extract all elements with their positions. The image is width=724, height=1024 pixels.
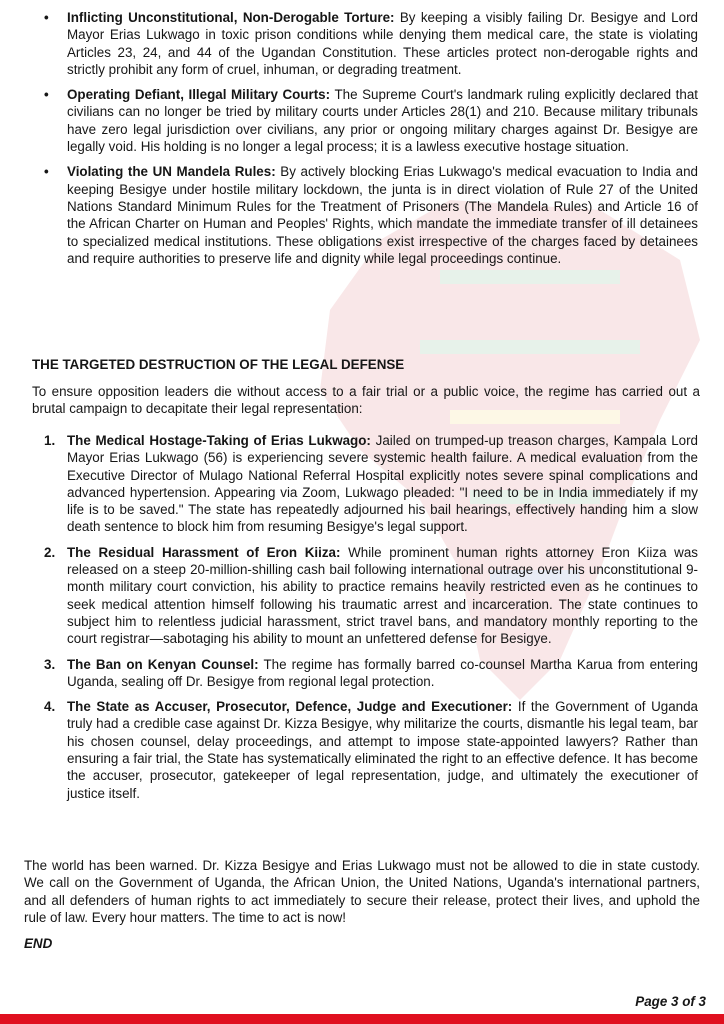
bullet-marker: • [44, 10, 49, 25]
item-number: 4. [44, 699, 56, 715]
list-item [44, 86, 698, 155]
closing-paragraph: The world has been warned. Dr. Kizza Besigye and Erias Lukwago must not be allowed to die in state custody. We call on the Government of Uganda, the African Union, the United Nations, Uganda's international partners, and all defenders of human rights to act immediately to secure their release, protect their lives, and uphold the rule of law. Every hour matters. The time to act is now! [24, 858, 700, 925]
list-item [44, 656, 698, 691]
item-title: The Residual Harassment of Eron Kiiza: [67, 544, 341, 560]
item-title: The State as Accuser, Prosecutor, Defence, Judge and Executioner: [67, 699, 513, 715]
item-title: The Medical Hostage-Taking of Erias Lukwago: [67, 433, 371, 448]
item-number: 1. [44, 433, 56, 448]
item-title: Violating the UN Mandela Rules: [67, 164, 276, 180]
page-number: Page 3 of 3 [635, 994, 706, 1009]
item-text: Jailed on trumped-up treason charges, Kampala Lord Mayor Erias Lukwago (56) is experiencing severe systemic health failure. A medical evaluation from the Executive Director of Mulago National Referral Hospital explicitly notes severe spinal complications and advanced hypertension. Appearing via Zoom, Lukwago pleaded: "I need to be in India immediately if my life is to be saved." The state has repeatedly adjourned his bail hearings, effectively handing him a slow death sentence to block him from resuming Besigye's legal support. [67, 433, 699, 535]
bullet-marker: • [44, 164, 49, 180]
list-item [44, 432, 698, 536]
list-item [44, 544, 698, 648]
end-label: END [24, 936, 53, 951]
item-text: While prominent human rights attorney Eron Kiiza was released on a steep 20-million-shilling cash bail following international outrage over his unconstitutional 9-month military court conviction, his ability to practice remains heavily restricted even as he continues to seek medical attention himself following his traumatic arrest and incarceration. The state continues to subject him to relentless judicial harassment, strict travel bans, and mandatory monthly reporting to the court registrar—sabotaging his ability to mount an unfettered defense for Besigye. [67, 544, 698, 647]
item-text: By keeping a visibly failing Dr. Besigye and Lord Mayor Erias Lukwago in toxic prison conditions while denying them medical care, the state is violating Articles 23, 24, and 44 of the Ugandan Constitution. These articles protect non-derogable rights and strictly prohibit any form of cruel, inhuman, or degrading treatment. [67, 10, 698, 77]
list-item [44, 698, 698, 802]
list-item [44, 163, 698, 267]
section-heading: THE TARGETED DESTRUCTION OF THE LEGAL DEFENSE [32, 357, 405, 372]
bullet-list [44, 9, 698, 275]
list-item [44, 9, 698, 78]
item-title: Operating Defiant, Illegal Military Courts: [67, 87, 331, 103]
item-title: Inflicting Unconstitutional, Non-Derogable Torture: [67, 10, 395, 25]
numbered-list [44, 432, 698, 810]
item-number: 3. [44, 656, 56, 672]
item-number: 2. [44, 544, 56, 560]
intro-paragraph: To ensure opposition leaders die without access to a fair trial or a public voice, the regime has carried out a brutal campaign to decapitate their legal representation: [32, 384, 700, 417]
item-title: The Ban on Kenyan Counsel: [67, 656, 259, 672]
item-text: The regime has formally barred co-counsel Martha Karua from entering Uganda, sealing off Dr. Besigye from regional legal protection. [67, 656, 698, 689]
bullet-marker: • [44, 87, 49, 103]
item-text: The Supreme Court's landmark ruling explicitly declared that civilians can no longer be tried by military courts under Articles 28(1) and 210. Because military tribunals have zero legal jurisdiction over civilians, any prior or ongoing military charges against Dr. Besigye are legally void. His holding is no longer a legal process; it is a lawless executive hostage situation. [67, 87, 698, 155]
item-text: By actively blocking Erias Lukwago's medical evacuation to India and keeping Besigye under hostile military lockdown, the junta is in direct violation of Rule 27 of the United Nations Standard Minimum Rules for the Treatment of Prisoners (The Mandela Rules) and Article 16 of the African Charter on Human and Peoples' Rights, which mandate the immediate transfer of ill detainees to specialized medical institutions. These obligations exist irrespective of the charges faced by detainees and require authorities to preserve life and dignity while legal proceedings continue. [67, 164, 698, 266]
item-text: If the Government of Uganda truly had a credible case against Dr. Kizza Besigye, why militarize the courts, dismantle his legal team, bar his chosen counsel, delay proceedings, and attempt to impose state-appointed lawyers? Rather than ensuring a fair trial, the State has systematically eliminated the right to an effective defence. It has become the accuser, prosecutor, gatekeeper of legal representation, judge, and ultimately the executioner of justice itself. [67, 699, 698, 801]
footer-bar [0, 1014, 724, 1024]
